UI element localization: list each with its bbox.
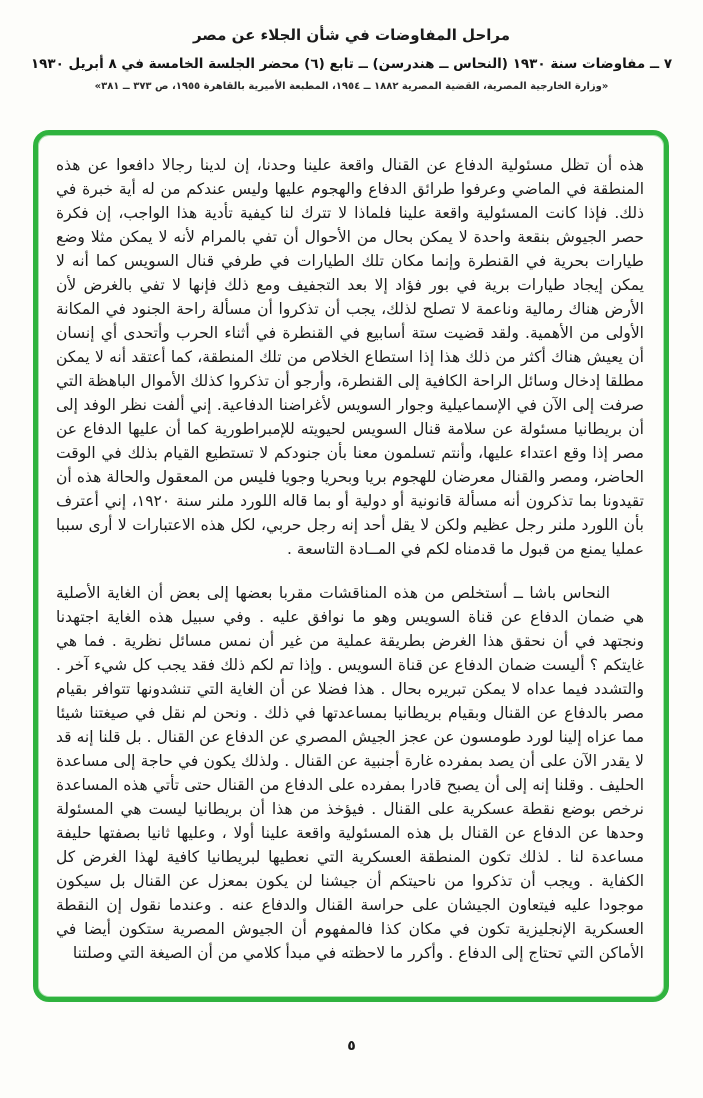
source-citation: «وزارة الخارجية المصرية، القضية المصرية ١٨٨٢ ــ ١٩٥٤، المطبعة الأميرية بالقاهرة ١٩٥٥، ص ٣٧٣ ــ ٣٨١» — [94, 81, 609, 92]
green-highlight-box — [33, 130, 669, 1002]
page-title: مراحل المفاوضات في شأن الجلاء عن مصر — [192, 26, 511, 44]
page-subtitle: ٧ ــ مفاوضات سنة ١٩٣٠ (النحاس ــ هندرسن) ــ تابع (٦) محضر الجلسة الخامسة في ٨ أبريل ١٩٣٠ — [30, 56, 673, 72]
paragraph-british-statement: هذه أن تظل مسئولية الدفاع عن القنال واقعة علينا وحدنا، إن لدينا رجالا دافعوا عن هذه المنطقة في الماضي وعرفوا طرائق الدفاع والهجوم عليها وليس عندكم من له أية خبرة في ذلك. فإذا كانت المسئولية واقعة علينا فلماذا لا تترك لنا كيفية تأدية هذا الواجب، إن فكرة حصر الجيوش بنقعة واحدة لا يمكن بحال من الأحوال أن تفي بالمرام لأنه لا يمكن مثلا وضع طيارات بحرية في القنطرة وإنما مكان تلك الطيارات في طرفي قنال السويس كما أنه لا يمكن إيجاد طيارات برية في بور فؤاد إلا بعد التجفيف ومع ذلك فإنها لا تفي بالغرض لأن الأرض هناك رمالية وناعمة لا تصلح لذلك، يجب أن تذكروا أن مسألة راحة الجنود في المكانة الأولى من الأهمية. ولقد قضيت ستة أسابيع في القنطرة في أثناء الحرب وأتحدى أي إنسان أن يعيش هناك أكثر من ذلك هذا إذا استطاع الخلاص من تلك المنطقة، كما أعتقد أنه لا يمكن مطلقا إدخال وسائل الراحة الكافية إلى القنطرة، وأرجو أن تذكروا كذلك الأموال الباهظة التي صرفت إلى الآن في الإسماعيلية وجوار السويس لأغراضنا الدفاعية. إني ألفت نظر الوفد إلى أن بريطانيا مسئولة عن سلامة قنال السويس لحيويته للإمبراطورية كما أن عليها الدفاع عن مصر إذا وقع اعتداء عليها، وأنتم تسلمون معنا بأن جنودكم لا تستطيع القيام بذلك في الوقت الحاضر، ومصر والقنال معرضان للهجوم بريا وبحريا وجويا فليس من المعقول والحالة هذه أن تقيدونا بما تذكرون أنه مسألة قانونية أو دولية أو بما قاله اللورد ملنر سنة ١٩٢٠، إني أعترف بأن اللورد ملنر رجل عظيم ولكن لا يقل أحد إنه رجل حربي، لكل هذه الاعتبارات لا أرى سببا عمليا يمنع من قبول ما قدمناه لكم في المــادة التاسعة . — [56, 156, 644, 558]
page-number: ٥ — [347, 1038, 356, 1054]
paragraph-nahhas-pasha-reply: النحاس باشا ــ أستخلص من هذه المناقشات مقربا بعضها إلى بعض أن الغاية الأصلية هي ضمان الدفاع عن قناة السويس وهو ما نوافق عليه . وفي سبيل هذه الغاية اجتهدنا ونجتهد في أن نحقق هذا الغرض بطريقة عملية من غير أن نمس مسائل نظرية . فما هي غايتكم ؟ أليست ضمان الدفاع عن قناة السويس . وإذا تم لكم ذلك فقد يجب كل شيء آخر . والتشدد فيما عداه لا يمكن تبريره بحال . هذا فضلا عن أن الغاية التي تنشدونها تتوافر بقيام مصر بالدفاع عن القنال وبقيام بريطانيا بمساعدتها في ذلك . ونحن لم نقل في صيغتنا شيئا مما عزاه إلينا لورد طومسون عن عجز الجيش المصري عن الدفاع عن القنال . بل قلنا إنه قد لا يقدر الآن على أن يصد بمفرده غارة أجنبية عن القنال . ولذلك يكون في حاجة إلى مساعدة الحليف . وقلنا إنه إلى أن يصبح قادرا بمفرده على الدفاع من القنال حتى تأتي هذه المساعدة نرخص بوضع نقطة عسكرية على القنال . فيؤخذ من هذا أن بريطانيا ليست هي المسئولة وحدها عن الدفاع عن القنال بل هذه المسئولية واقعة علينا أولا ، وعليها ثانيا بصفتها حليفة مساعدة لنا . لذلك تكون المنطقة العسكرية التي نعطيها لبريطانيا كافية لهذا الغرض كل الكفاية . ويجب أن تذكروا من ناحيتكم أن جيشنا لن يكون بمعزل عن القنال بل سيكون موجودا عليه فيتعاون الجيشان على حراسة القنال والدفاع عنه . وعندما نقول إن النقطة العسكرية الإنجليزية تكون في مكان كذا فالمفهوم أن الجيوش المصرية ستكون أيضا في الأماكن التي تحتاج إلى الدفاع . وأكرر ما لاحظته في مبدأ كلامي من أن الصيغة التي وصلتنا — [56, 584, 644, 962]
